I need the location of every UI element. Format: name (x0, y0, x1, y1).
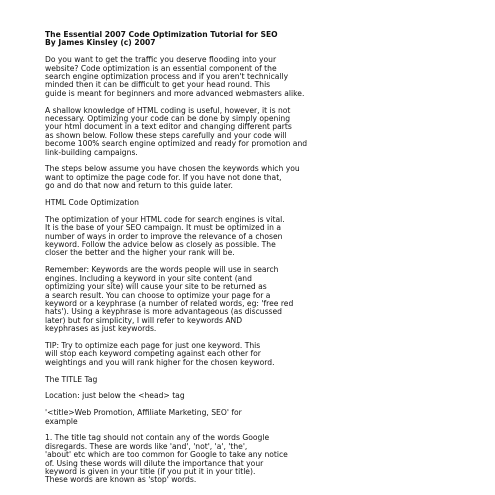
text-line: disregards. These are words like 'and', 'not', 'a', 'the', (45, 441, 248, 451)
text-line: optimizing your site) will cause your site to be returned as (45, 282, 267, 292)
location-paragraph (45, 392, 450, 400)
text-line: of. Using these words will dilute the importance that your (45, 458, 264, 468)
text-line: your html document in a text editor and changing different parts (45, 122, 292, 132)
text-line: Do you want to get the traffic you deserve flooding into your (45, 55, 277, 65)
document-body (45, 31, 450, 493)
text-line: website? Code optimization is an essential component of the (45, 63, 277, 73)
text-line: closer the better and the higher your rank will be. (45, 248, 235, 258)
text-line: will stop each keyword competing against each other for (45, 349, 261, 359)
text-line: want to optimize the page code for. If you have not done that, (45, 172, 282, 182)
text-line: guide is meant for beginners and more advanced webmasters alike. (45, 88, 305, 98)
text-line: search engine optimization process and if you aren't technically (45, 72, 289, 82)
text-line: necessary. Optimizing your code can be done by simply opening (45, 114, 291, 124)
text-line: become 100% search engine optimized and ready for promotion and (45, 139, 308, 149)
title-example-paragraph (45, 409, 450, 426)
section-heading: HTML Code Optimization (45, 198, 139, 208)
text-line: as shown below. Follow these steps carefully and your code will (45, 130, 287, 140)
tip-paragraph (45, 342, 450, 367)
text-line: It is the base of your SEO campaign. It must be optimized in a (45, 223, 282, 233)
text-line: Remember: Keywords are the words people will use in search (45, 265, 279, 275)
text-line: example (45, 416, 78, 426)
stop-words-paragraph (45, 434, 450, 484)
section-heading-title-tag (45, 376, 450, 384)
text-line: hats'). Using a keyphrase is more advantageous (as discussed (45, 307, 282, 317)
text-line: TIP: Try to optimize each page for just one keyword. This (45, 340, 261, 350)
text-line: link-building campaigns. (45, 147, 138, 157)
text-line: The steps below assume you have chosen the keywords which you (45, 164, 300, 174)
text-line: 'about' etc which are too common for Google to take any notice (45, 450, 288, 460)
keyword-assumption-paragraph (45, 165, 450, 190)
text-line: weightings and you will rank higher for the chosen keyword. (45, 357, 275, 367)
text-line: keyphrases as just keywords. (45, 324, 157, 334)
optimization-paragraph (45, 216, 450, 258)
text-line: number of ways in order to improve the relevance of a chosen (45, 231, 283, 241)
author-line: By James Kinsley (c) 2007 (45, 38, 156, 48)
text-line: minded then it can be difficult to get your head round. This (45, 80, 271, 90)
text-line: These words are known as 'stop' words. (45, 475, 197, 485)
text-line: go and do that now and return to this guide later. (45, 181, 233, 191)
text-line: a search result. You can choose to optimize your page for a (45, 290, 271, 300)
text-line: keyword. Follow the advice below as closely as possible. The (45, 240, 276, 250)
section-heading: The TITLE Tag (45, 374, 98, 384)
text-line: keyword or a keyphrase (a number of related words, eg: 'free red (45, 298, 294, 308)
text-line: '<title>Web Promotion, Affiliate Marketing, SEO' for (45, 408, 242, 418)
text-line: The optimization of your HTML code for search engines is vital. (45, 214, 285, 224)
text-line: keyword is given in your title (if you put it in your title). (45, 466, 256, 476)
intro-paragraph (45, 56, 450, 98)
document-title (45, 31, 450, 48)
html-knowledge-paragraph (45, 107, 450, 157)
remember-paragraph (45, 266, 450, 333)
title-line: The Essential 2007 Code Optimization Tutorial for SEO (45, 30, 278, 39)
text-line: A shallow knowledge of HTML coding is useful, however, it is not (45, 105, 291, 115)
text-line: later) but for simplicity, I will refer to keywords AND (45, 315, 243, 325)
text-line: Location: just below the <head> tag (45, 391, 185, 401)
text-line: 1. The title tag should not contain any of the words Google (45, 433, 270, 443)
text-line: engines. Including a keyword in your site content (and (45, 273, 252, 283)
section-heading-html-code-optimization (45, 199, 450, 207)
